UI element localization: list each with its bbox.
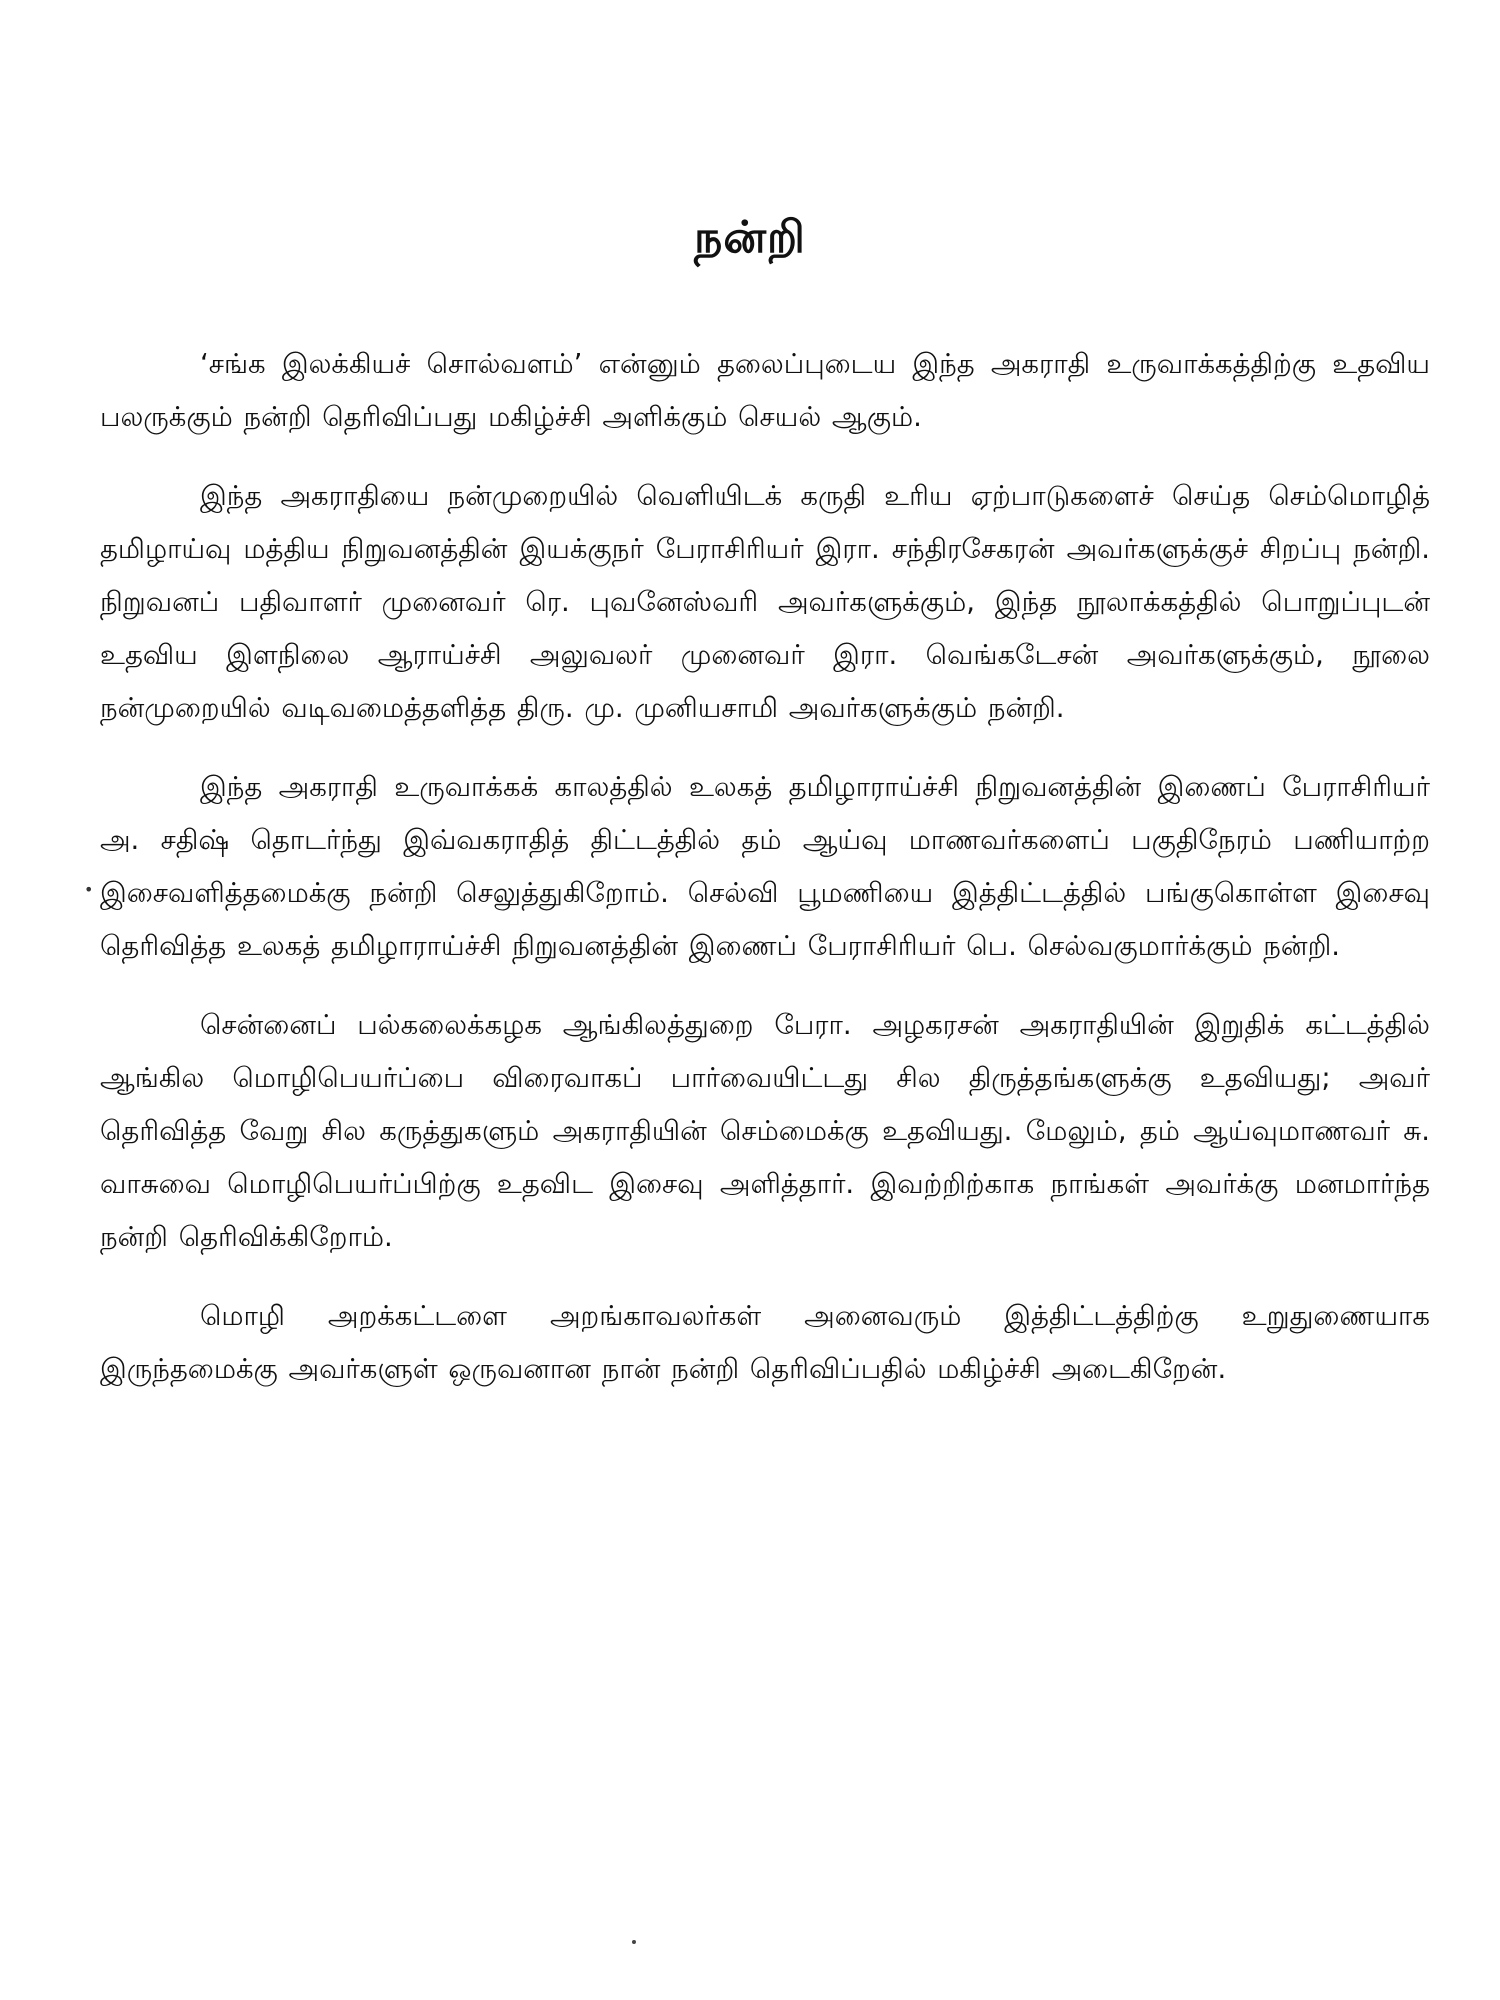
- body-text: [100, 338, 1430, 1422]
- paragraph-intro: ‘சங்க இலக்கியச் சொல்வளம்’ என்னும் தலைப்புடைய இந்த அகராதி உருவாக்கத்திற்கு உதவிய பலருக்கும் நன்றி தெரிவிப்பது மகிழ்ச்சி அளிக்கும் செயல் ஆகும்.: [100, 348, 1430, 433]
- paragraph-institute-thanks: இந்த அகராதியை நன்முறையில் வெளியிடக் கருதி உரிய ஏற்பாடுகளைச் செய்த செம்மொழித் தமிழாய்வு மத்திய நிறுவனத்தின் இயக்குநர் பேராசிரியர் இரா. சந்திரசேகரன் அவர்களுக்குச் சிறப்பு நன்றி. நிறுவனப் பதிவாளர் முனைவர் ரெ. புவனேஸ்வரி அவர்களுக்கும், இந்த நூலாக்கத்தில் பொறுப்புடன் உதவிய இளநிலை ஆராய்ச்சி அலுவலர் முனைவர் இரா. வெங்கடேசன் அவர்களுக்கும், நூலை நன்முறையில் வடிவமைத்தளித்த திரு. மு. முனியசாமி அவர்களுக்கும் நன்றி.: [100, 480, 1430, 724]
- page-mark: [632, 1940, 636, 1944]
- page-title: நன்றி: [694, 212, 806, 263]
- paragraph-research-thanks: இந்த அகராதி உருவாக்கக் காலத்தில் உலகத் தமிழாராய்ச்சி நிறுவனத்தின் இணைப் பேராசிரியர் அ. சதிஷ் தொடர்ந்து இவ்வகராதித் திட்டத்தில் தம் ஆய்வு மாணவர்களைப் பகுதிநேரம் பணியாற்ற இசைவளித்தமைக்கு நன்றி செலுத்துகிறோம். செல்வி பூமணியை இத்திட்டத்தில் பங்குகொள்ள இசைவு தெரிவித்த உலகத் தமிழாராய்ச்சி நிறுவனத்தின் இணைப் பேராசிரியர் பெ. செல்வகுமார்க்கும் நன்றி.: [100, 771, 1430, 962]
- margin-mark: •: [84, 880, 94, 899]
- paragraph-translation-thanks: சென்னைப் பல்கலைக்கழக ஆங்கிலத்துறை பேரா. அழகரசன் அகராதியின் இறுதிக் கட்டத்தில் ஆங்கில மொழிபெயர்ப்பை விரைவாகப் பார்வையிட்டது சில திருத்தங்களுக்கு உதவியது; அவர் தெரிவித்த வேறு சில கருத்துகளும் அகராதியின் செம்மைக்கு உதவியது. மேலும், தம் ஆய்வுமாணவர் சு. வாசுவை மொழிபெயர்ப்பிற்கு உதவிட இசைவு அளித்தார். இவற்றிற்காக நாங்கள் அவர்க்கு மனமார்ந்த நன்றி தெரிவிக்கிறோம்.: [100, 1009, 1430, 1253]
- paragraph-trust-thanks: மொழி அறக்கட்டளை அறங்காவலர்கள் அனைவரும் இத்திட்டத்திற்கு உறுதுணையாக இருந்தமைக்கு அவர்களுள் ஒருவனான நான் நன்றி தெரிவிப்பதில் மகிழ்ச்சி அடைகிறேன்.: [100, 1300, 1430, 1385]
